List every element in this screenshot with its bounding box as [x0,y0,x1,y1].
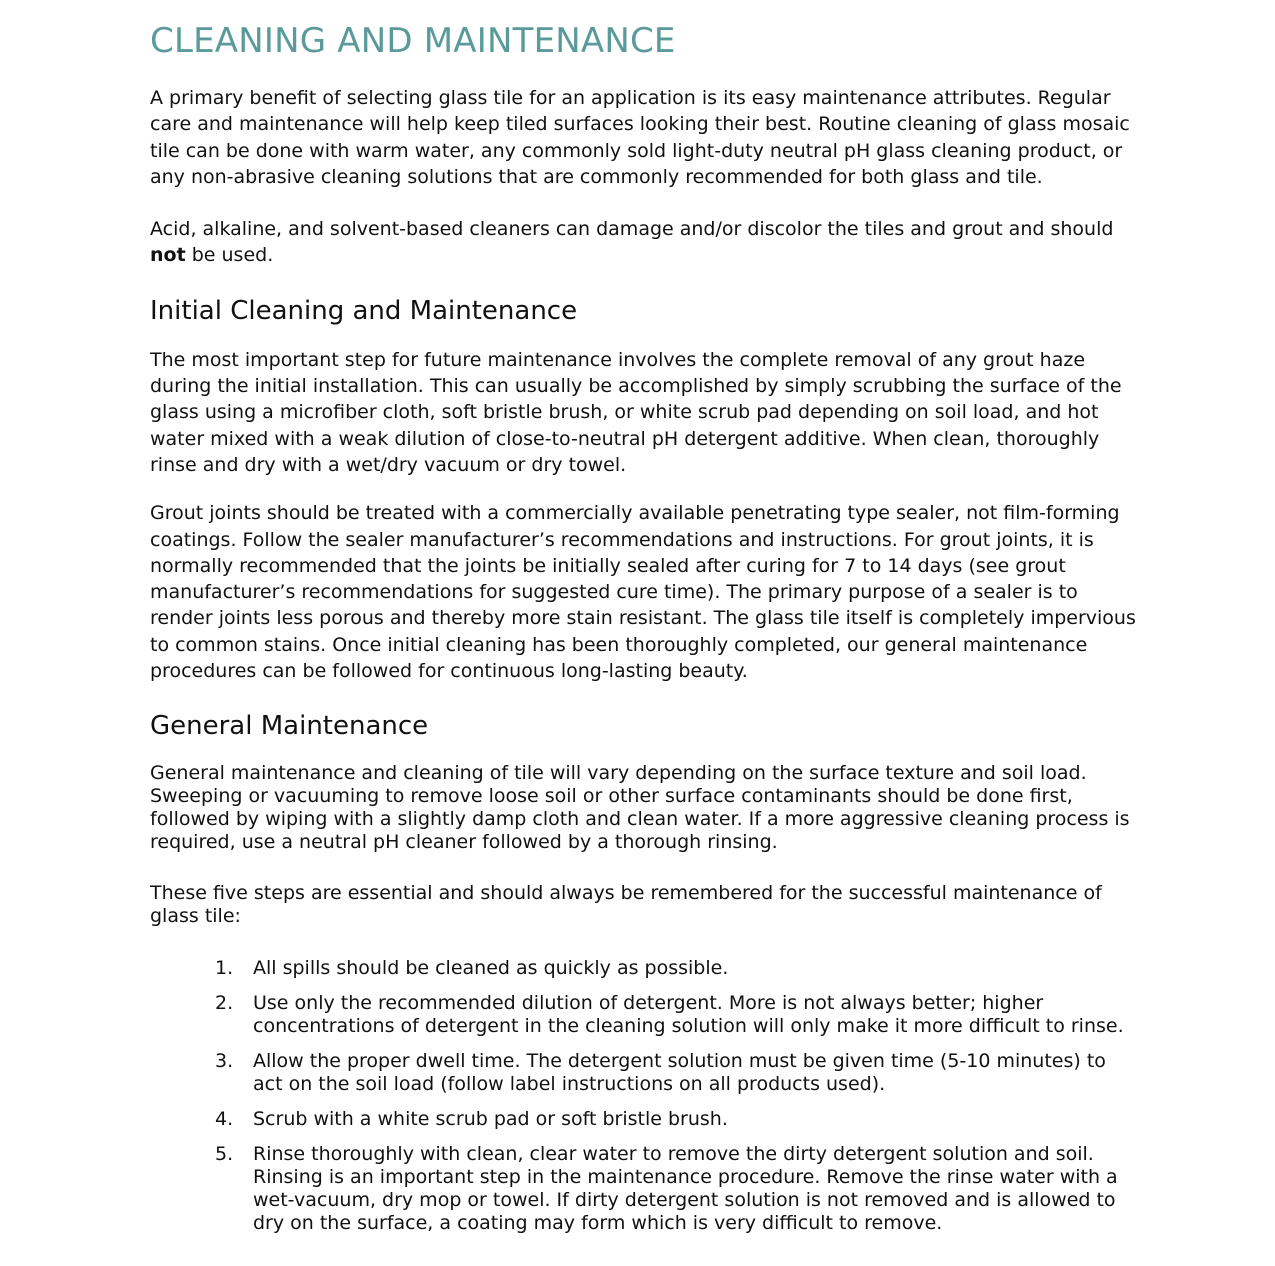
list-item-number: 2. [215,992,234,1015]
warning-text-after: be used. [185,244,274,267]
list-item [150,1143,1140,1235]
list-item-text: All spills should be cleaned as quickly as possible. [253,957,729,980]
initial-paragraph-2: Grout joints should be treated with a commercially available penetrating type sealer, not film-forming coatings. Follow the sealer manufacturer’s recommendations and instructions. For grout joints, it is normally recommended that the joints be initially sealed after curing for 7 to 14 days (see grout manufacturer’s recommendations for suggested cure time). The primary purpose of a sealer is to render joints less porous and thereby more stain resistant. The glass tile itself is completely impervious to common stains. Once initial cleaning has been thoroughly completed, our general maintenance procedures can be followed for continuous long-lasting beauty. [150,502,1136,683]
list-item-number: 3. [215,1050,234,1073]
list-item-number: 5. [215,1143,234,1166]
warning-bold-not: not [150,244,186,267]
maintenance-steps-list [150,957,1140,1235]
list-item-number: 4. [215,1108,234,1131]
page-title: CLEANING AND MAINTENANCE [150,21,676,61]
general-maintenance-heading: General Maintenance [150,711,429,742]
list-item-text: Allow the proper dwell time. The detergent solution must be given time (5-10 minutes) to act on the soil load (follow label instructions on all products used). [253,1050,1106,1096]
warning-paragraph [150,216,1140,269]
list-item [150,957,1140,980]
intro-paragraph: A primary benefit of selecting glass tile for an application is its easy maintenance attributes. Regular care and maintenance will help keep tiled surfaces looking their best. Routine cleaning of glass mosaic tile can be done with warm water, any commonly sold light-duty neutral pH glass cleaning product, or any non-abrasive cleaning solutions that are commonly recommended for both glass and tile. [150,87,1130,188]
document-page [150,0,1140,1247]
list-item [150,992,1140,1038]
initial-paragraph-1: The most important step for future maintenance involves the complete removal of any grout haze during the initial installation. This can usually be accomplished by simply scrubbing the surface of the glass using a microfiber cloth, soft bristle brush, or white scrub pad depending on soil load, and hot water mixed with a weak dilution of close-to-neutral pH detergent additive. When clean, thoroughly rinse and dry with a wet/dry vacuum or dry towel. [150,348,1122,476]
initial-cleaning-heading: Initial Cleaning and Maintenance [150,295,578,326]
general-paragraph-2: These five steps are essential and should always be remembered for the successful maintenance of glass tile: [150,882,1102,928]
list-item-text: Rinse thoroughly with clean, clear water to remove the dirty detergent solution and soil. Rinsing is an important step in the maintenance procedure. Remove the rinse water with a wet-vacuum, dry mop or towel. If dirty detergent solution is not removed and is allowed to dry on the surface, a coating may form which is very difficult to remove. [253,1143,1118,1235]
list-item-number: 1. [215,957,234,980]
list-item-text: Use only the recommended dilution of detergent. More is not always better; higher concentrations of detergent in the cleaning solution will only make it more difficult to rinse. [253,992,1124,1038]
list-item-text: Scrub with a white scrub pad or soft bristle brush. [253,1108,728,1131]
warning-text-before: Acid, alkaline, and solvent-based cleaners can damage and/or discolor the tiles and grout and should [150,218,1114,241]
list-item [150,1050,1140,1096]
general-paragraph-1: General maintenance and cleaning of tile will vary depending on the surface texture and soil load. Sweeping or vacuuming to remove loose soil or other surface contaminants should be done first, followed by wiping with a slightly damp cloth and clean water. If a more aggressive cleaning process is required, use a neutral pH cleaner followed by a thorough rinsing. [150,762,1130,854]
list-item [150,1108,1140,1131]
